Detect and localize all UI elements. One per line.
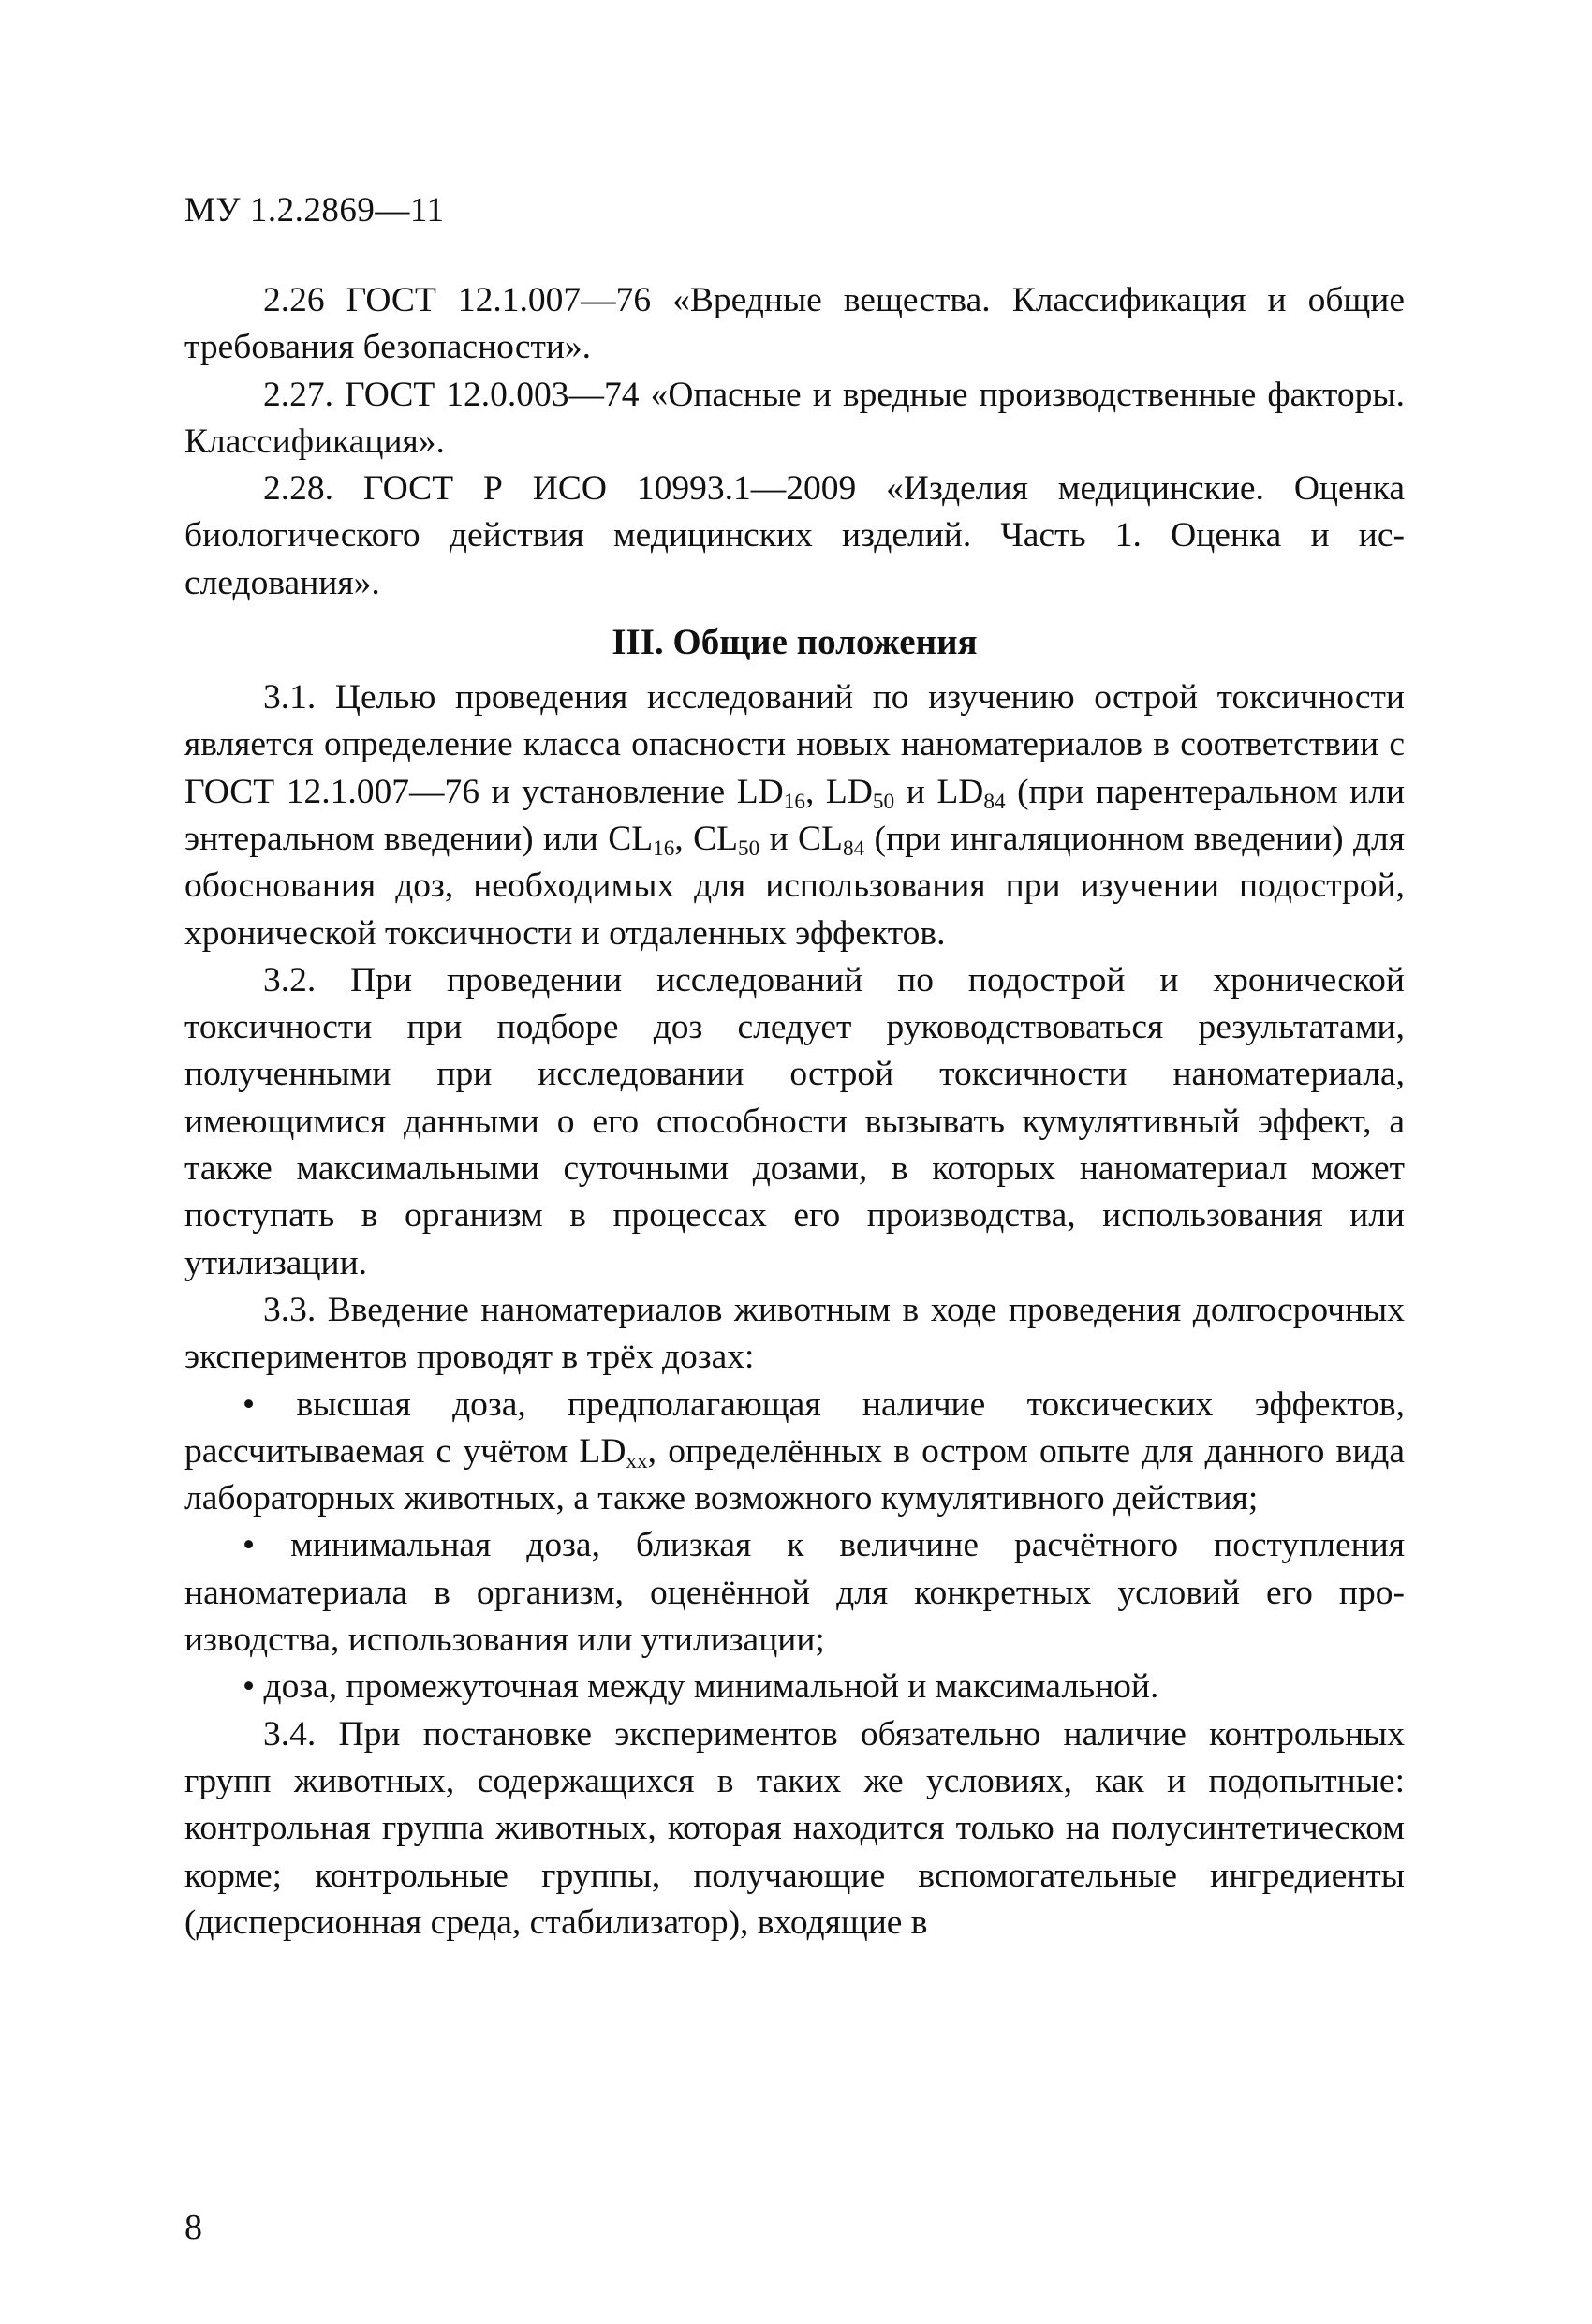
section-heading: III. Общие положения [612, 622, 978, 663]
p31-and-2: и [759, 819, 799, 858]
bullet-icon: • [243, 1667, 256, 1707]
reference-2-26: 2.26 ГОСТ 12.1.007—76 «Вредные вещества. Классификация и общие требования безопасности». [184, 281, 1405, 367]
cl50-subscript: 50 [738, 836, 760, 861]
paragraph-3-1 [184, 674, 1405, 957]
p31-text-b: (при парентеральном или энтеральном введении) или [184, 772, 1406, 858]
p31-text-c: (при ингаляционном введении) для обоснования доз, необходимых для использования при изучении подострой, хронической токсичности и отдаленных эффектов. [184, 819, 1406, 953]
paragraph-3-2: 3.2. При проведении исследований по подострой и хронической токсичности при подборе доз следует руководствоваться результатами, полученными при исследовании острой токсичности наноматериала, имеющимися данными о его способности вызывать кумулятивный эффект, а также максимальными суточными дозами, в которых наноматериал может поступать в организм в процессах его производства, использования или утилизации. [184, 960, 1405, 1282]
ld50-symbol: LD [825, 772, 873, 811]
ldxx-subscript: xx [626, 1448, 648, 1473]
p31-comma-1: , [805, 772, 826, 811]
cl16-symbol: CL [608, 819, 654, 858]
bullet-mid-dose [184, 1664, 1405, 1710]
reference-2-28: 2.28. ГОСТ Р ИСО 10993.1—2009 «Изделия медицинские. Оценка биологического действия медицинских изделий. Часть 1. Оценка и исследования». [184, 469, 1405, 602]
ldxx-symbol: LD [579, 1431, 626, 1471]
document-code: МУ 1.2.2869—11 [184, 191, 445, 229]
ld50-subscript: 50 [872, 789, 895, 814]
paragraph-3-4: 3.4. При постановке экспериментов обязательно наличие контрольных групп животных, содержащихся в таких же условиях, как и подопытные: контрольная группа животных, которая находится только на полусинтетическом корме; контрольные группы, получающие вспомогательные ингредиенты (дисперсионная среда, стабилизатор), входящие в [184, 1714, 1405, 1942]
bullet-1-text-b: , определённых в остром опыте для данного вида лабораторных животных, а также возможного кумулятивного действия; [184, 1431, 1405, 1518]
bullet-2-text: минимальная доза, близкая к величине расчётного поступления наноматериала в организм, оценённой для конкретных условий его производства, использования или утилизации; [184, 1526, 1405, 1660]
page-body [184, 277, 1405, 1947]
cl84-symbol: CL [798, 819, 843, 858]
ld84-symbol: LD [936, 772, 984, 811]
ld84-subscript: 84 [983, 789, 1006, 814]
bullet-icon: • [243, 1526, 256, 1565]
paragraph-3-3: 3.3. Введение наноматериалов животным в ходе проведения долгосрочных экспериментов проводят в трёх дозах: [184, 1290, 1405, 1377]
bullet-3-text: доза, промежуточная между минимальной и максимальной. [255, 1667, 1159, 1707]
ld16-subscript: 16 [783, 789, 805, 814]
ld16-symbol: LD [736, 772, 784, 811]
bullet-high-dose [184, 1382, 1405, 1523]
cl50-symbol: CL [693, 819, 739, 858]
bullet-min-dose [184, 1522, 1405, 1664]
p31-text-a: 3.1. Целью проведения исследований по изучению острой токсичности является определение класса опасности новых наноматериалов в соответствии с ГОСТ 12.1.007—76 и установление [184, 678, 1405, 811]
bullet-icon: • [243, 1384, 256, 1424]
cl16-subscript: 16 [653, 836, 675, 861]
p31-comma-2: , [674, 819, 694, 858]
reference-2-27: 2.27. ГОСТ 12.0.003—74 «Опасные и вредные производственные факторы. Классификация». [184, 375, 1405, 461]
p31-and-1: и [894, 772, 937, 811]
bullet-1-text-a: высшая доза, предполагающая наличие токсических эффектов, рассчитываемая с учётом [184, 1384, 1405, 1471]
page-number: 8 [184, 2208, 202, 2247]
cl84-subscript: 84 [842, 836, 865, 861]
